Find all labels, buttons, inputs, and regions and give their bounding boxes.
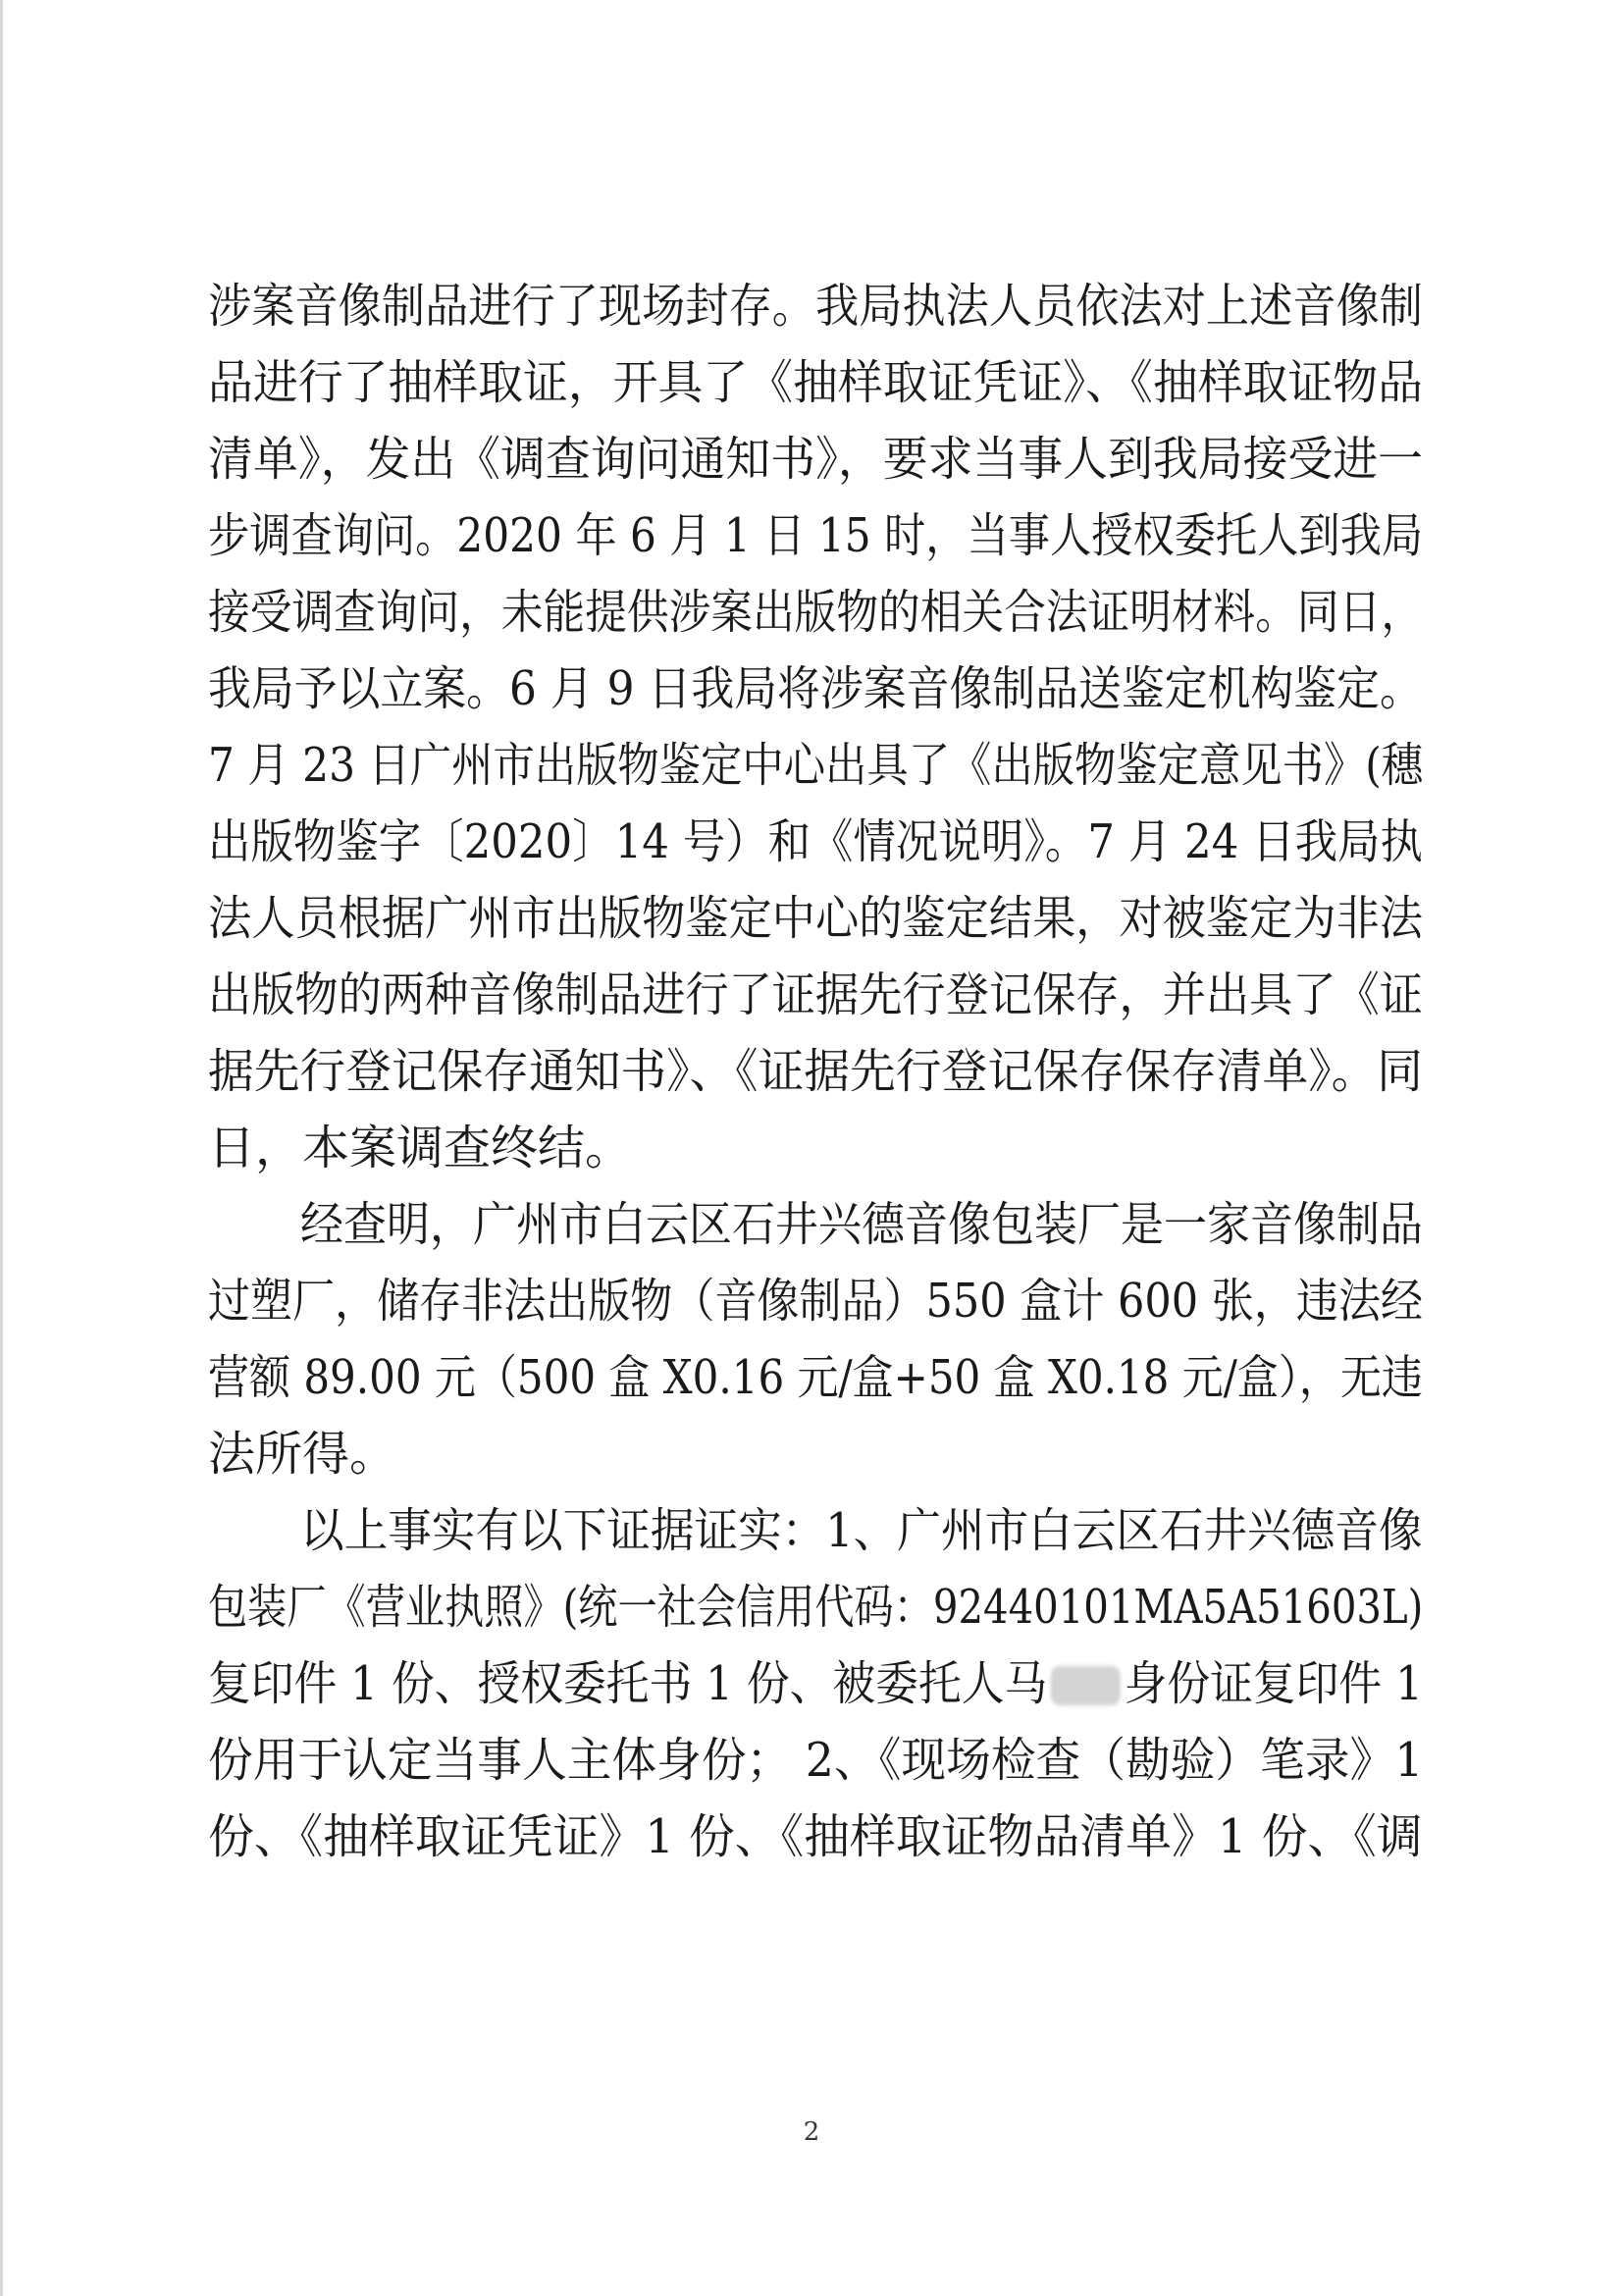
text-line: 步调查询问。2020 年 6 月 1 日 15 时，当事人授权委托人到我局: [208, 508, 1424, 563]
text-line: 法所得。: [208, 1427, 397, 1482]
text-line: 接受调查询问，未能提供涉案出版物的相关合法证明材料。同日，: [208, 585, 1424, 640]
text-line: 过塑厂，储存非法出版物（音像制品）550 盒计 600 张，违法经: [208, 1274, 1424, 1329]
text-line: 包装厂《营业执照》(统一社会信用代码：92440101MA5A51603L): [208, 1580, 1424, 1635]
page-number: 2: [803, 2117, 820, 2147]
text-segment: 复印件 1 份、授权委托书 1 份、被委托人马: [208, 1656, 1048, 1711]
paragraph-first-line: 以上事实有以下证据证实：1、广州市白云区石井兴德音像: [300, 1503, 1423, 1558]
text-segment: 身份证复印件 1: [1124, 1656, 1423, 1711]
scan-edge: [0, 0, 3, 2296]
text-line: 清单》，发出《调查询问通知书》，要求当事人到我局接受进一: [208, 432, 1424, 487]
text-line: [208, 1654, 1423, 1713]
text-line: 涉案音像制品进行了现场封存。我局执法人员依法对上述音像制: [208, 279, 1424, 334]
text-line: 日，本案调查终结。: [208, 1121, 633, 1175]
text-line: 出版物鉴字〔2020〕14 号）和《情况说明》。7 月 24 日我局执: [208, 814, 1423, 869]
text-line: 据先行登记保存通知书》、《证据先行登记保存保存清单》。同: [208, 1044, 1424, 1099]
text-line: 我局予以立案。6 月 9 日我局将涉案音像制品送鉴定机构鉴定。: [208, 661, 1423, 716]
redacted-name: [1051, 1666, 1121, 1705]
paragraph-first-line: 经查明，广州市白云区石井兴德音像包装厂是一家音像制品: [300, 1197, 1424, 1252]
text-line: 7 月 23 日广州市出版物鉴定中心出具了《出版物鉴定意见书》(穗: [208, 738, 1424, 793]
text-line: 法人员根据广州市出版物鉴定中心的鉴定结果，对被鉴定为非法: [208, 891, 1424, 946]
text-line: 营额 89.00 元（500 盒 X0.16 元/盒+50 盒 X0.18 元/盒），无违: [208, 1350, 1423, 1405]
text-line: 份用于认定当事人主体身份； 2、《现场检查（勘验）笔录》1: [208, 1733, 1424, 1788]
text-line: 出版物的两种音像制品进行了证据先行登记保存，并出具了《证: [208, 967, 1424, 1022]
text-line: 品进行了抽样取证，开具了《抽样取证凭证》、《抽样取证物品: [208, 355, 1424, 410]
text-line: 份、《抽样取证凭证》1 份、《抽样取证物品清单》1 份、《调: [208, 1809, 1423, 1864]
